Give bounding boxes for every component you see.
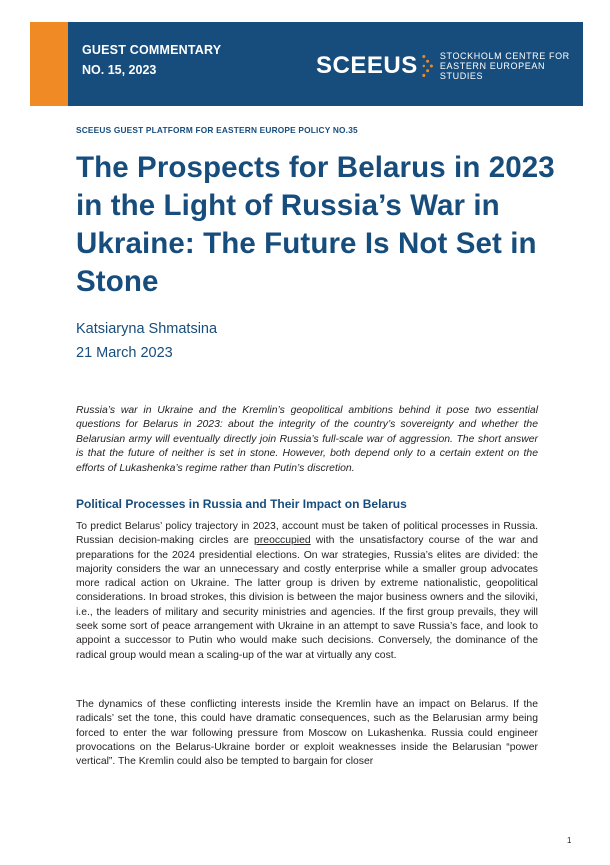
logo-wordmark: SCEEUS (316, 52, 418, 79)
para1-text-after: with the unsatisfactory course of the war and preparations for the 2024 presidential elections. On war strategies, Russia’s elites are divided: the majority considers the war an unnecessary and costly enterprise while a smaller group advocates more radical action on Ukraine. The latter group is driven by extreme nationalistic, geopolitical considerations. In broad strokes, this division is between the major business owners and the siloviki, i.e., the leaders of military and security ministries and agencies. If the first group prevails, they will seek some sort of peace arrangement with Ukraine in an attempt to save Russia’s face, and look to appoint a successor to Putin who would make such decisions. Conversely, the dominance of the radical group would mean a scaling-up of the war at virtually any cost. (76, 535, 539, 661)
page-number: 1 (567, 836, 572, 845)
para1-text-before: To predict Belarus’ policy trajectory in 2023, account must be taken of political processes in Russia. Russian decision-making circles are (76, 521, 538, 547)
body-paragraph-1 (76, 520, 538, 663)
logo-subtitle-line1: STOCKHOLM CENTRE FOR (439, 51, 570, 61)
preoccupied-link[interactable]: preoccupied (254, 535, 311, 547)
header-banner (30, 22, 583, 106)
logo-subtitle (440, 51, 583, 81)
section-heading: Political Processes in Russia and Their Impact on Belarus (76, 497, 407, 511)
orange-accent-bar (30, 22, 68, 106)
series-label: GUEST COMMENTARY (82, 43, 222, 57)
logo-dots-icon (421, 52, 434, 80)
body-paragraph-2: The dynamics of these conflicting interests inside the Kremlin have an impact on Belarus. If the radicals’ set the tone, this could have dramatic consequences, such as the Belarusian army being forced to enter the war following pressure from Moscow on Lukashenka. Russia could engineer provocations on the Belarus-Ukraine border or exploit weaknesses inside the Belarusian “power vertical”. The Kremlin could also be tempted to bargain for closer (76, 699, 538, 768)
logo-subtitle-line2: EASTERN EUROPEAN STUDIES (439, 61, 546, 81)
series-number: NO. 15, 2023 (82, 63, 157, 77)
author-name: Katsiaryna Shmatsina (76, 321, 218, 337)
abstract: Russia’s war in Ukraine and the Kremlin’s geopolitical ambitions behind it pose two essential questions for Belarus in 2023: about the integrity of the country’s sovereignty and whether the Belarusian army will eventually directly join Russia’s full-scale war of aggression. The short answer is that the future of neither is set in stone. However, both depend only to a certain extent on the efforts of Lukashenka’s regime rather than Putin’s discretion. (76, 405, 538, 474)
publication-date: 21 March 2023 (76, 345, 173, 361)
sceeus-logo (316, 49, 583, 83)
document-title: The Prospects for Belarus in 2023 in the Light of Russia’s War in Ukraine: The Future Is Not Set in Stone (76, 151, 555, 298)
platform-line: SCEEUS GUEST PLATFORM FOR EASTERN EUROPE POLICY NO.35 (76, 125, 358, 135)
